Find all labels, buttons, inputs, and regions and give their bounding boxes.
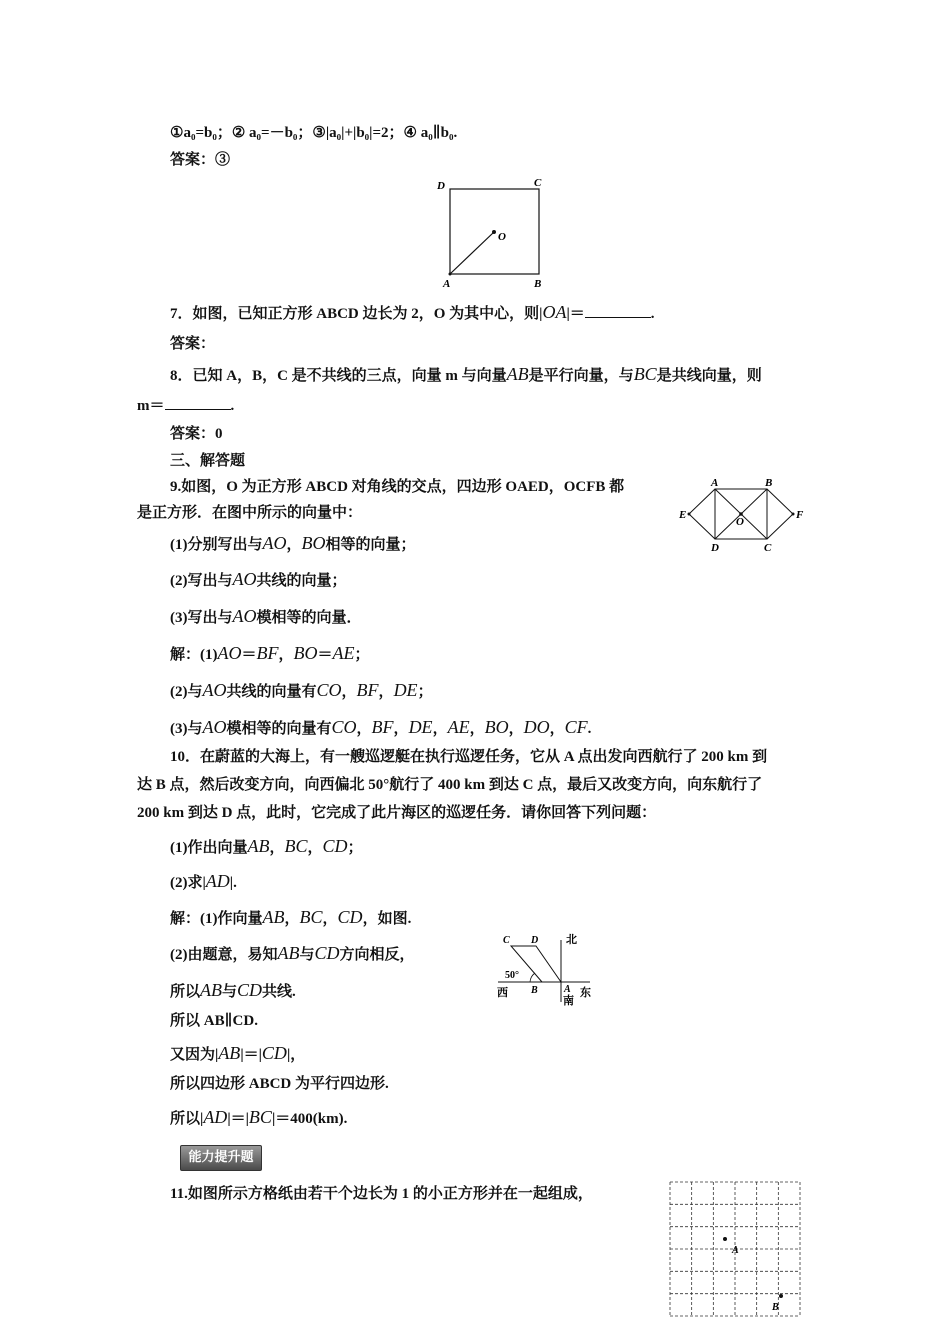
vector-cd: CD [314, 943, 340, 963]
q9-s1-prefix: 解：(1) [170, 647, 218, 663]
vector-ao: AO [232, 569, 257, 589]
q7-period: . [650, 306, 655, 322]
navigation-figure-q10 [494, 930, 604, 1010]
vector-bc: BC [248, 1107, 272, 1127]
q10-s2-end: 方向相反， [339, 947, 415, 963]
q9-p3-end: 模相等的向量． [256, 610, 362, 626]
label-south: 南 [563, 995, 574, 1007]
vector-bo: BO [301, 533, 326, 553]
q10-p2-end: |. [229, 875, 237, 891]
label-o-q9: O [736, 516, 744, 528]
q10-stem-line2: 达 B 点，然后改变方向，向西偏北 50°航行了 400 km 到达 C 点，最后又改变方向，向东航行了 [137, 777, 763, 793]
vector-ao: AO [262, 533, 287, 553]
dot-f [792, 513, 795, 516]
vector-do: DO [523, 717, 550, 737]
q10-solution7 [170, 1106, 347, 1130]
q9-s3-end: . [587, 721, 592, 737]
vector-bo: BO [293, 643, 318, 663]
q7-text-before: 7．如图，已知正方形 ABCD 边长为 2，O 为其中心，则| [170, 306, 543, 322]
label-d-q9: D [711, 542, 719, 554]
vector-co: CO [331, 717, 357, 737]
q10-p1-text: (1)作出向量 [170, 840, 248, 856]
dot-e [688, 513, 691, 516]
label-c-q9: C [764, 542, 772, 554]
label-b-q9: B [765, 477, 773, 489]
vector-cd: CD [237, 980, 263, 1000]
q10-s7-end: |＝400(km). [271, 1111, 348, 1127]
label-d: D [437, 180, 445, 192]
label-c: C [534, 177, 542, 189]
q9-part3 [170, 605, 362, 629]
vector-ao: AO [202, 717, 227, 737]
q9-s2-prefix: (2)与 [170, 684, 203, 700]
q10-solution3 [170, 979, 296, 1003]
q10-s2-prefix: (2)由题意，易知 [170, 947, 278, 963]
q10-s5-mid: |＝| [240, 1047, 262, 1063]
q7-stem [170, 301, 655, 325]
q9-s1-end: ； [354, 647, 370, 663]
q9-s3-mid: 模相等的向量有 [226, 721, 332, 737]
vector-cf: CF [564, 717, 588, 737]
vector-ab: AB [262, 907, 285, 927]
q9-s2-mid: 共线的向量有 [226, 684, 317, 700]
vector-bf: BF [356, 680, 379, 700]
q10-stem-line3: 200 km 到达 D 点，此时，它完成了此片海区的巡逻任务．请你回答下列问题： [137, 805, 657, 821]
q8-text3: 是共线向量，则 [656, 368, 762, 384]
vector-oa-line [450, 232, 494, 274]
q10-solution4: 所以 AB∥CD. [170, 1013, 258, 1029]
q9-stem-line1: 9.如图，O 为正方形 ABCD 对角线的交点，四边形 OAED，OCFB 都 [170, 479, 625, 495]
label-angle: 50° [505, 970, 519, 981]
vector-ab: AB [506, 364, 529, 384]
vector-ao: AO [232, 606, 257, 626]
q11-stem: 11.如图所示方格纸由若干个边长为 1 的小正方形并在一起组成， [170, 1186, 593, 1202]
q6-options: ①a₀=b₀；② a₀=－b₀；③|a₀|+|b₀|=2；④ a₀∥b₀. [170, 125, 458, 141]
q9-stem-line2: 是正方形．在图中所示的向量中： [137, 505, 363, 521]
vector-cd: CD [337, 907, 363, 927]
q7-answer-blank [585, 303, 651, 318]
q10-solution6: 所以四边形 ABCD 为平行四边形. [170, 1076, 389, 1092]
label-b-q10: B [531, 985, 538, 996]
label-a: A [443, 278, 451, 290]
q8-text2: 是平行向量，与 [528, 368, 634, 384]
ability-improvement-badge: 能力提升题 [180, 1145, 262, 1171]
vector-ab: AB [218, 1043, 241, 1063]
vector-ab: AB [200, 980, 223, 1000]
vector-cd: CD [261, 1043, 287, 1063]
vector-ae: AE [332, 643, 355, 663]
vector-bf: BF [371, 717, 394, 737]
vector-bo: BO [484, 717, 509, 737]
q10-s2-mid: 与 [299, 947, 315, 963]
q8-answer-blank [165, 395, 231, 410]
q10-s1-prefix: 解：(1)作向量 [170, 911, 263, 927]
vector-de: DE [393, 680, 418, 700]
q7-text-after: |＝ [566, 306, 585, 322]
q10-stem-line1: 10．在蔚蓝的大海上，有一艘巡逻艇在执行巡逻任务，它从 A 点出发向西航行了 200 km 到 [170, 749, 768, 765]
q10-s5-end: |， [286, 1047, 306, 1063]
q10-p2-text: (2)求| [170, 875, 206, 891]
q9-solution2: (2)与AO共线的向量有CO，BF，DE； [170, 680, 433, 700]
vector-bc: BC [299, 907, 323, 927]
q10-s3-mid: 与 [222, 984, 238, 1000]
vector-ad: AD [203, 1107, 228, 1127]
label-east: 东 [580, 987, 591, 999]
square-ocfb-edges [767, 489, 793, 539]
q8-text1: 8．已知 A，B，C 是不共线的三点，向量 m 与向量 [170, 368, 507, 384]
vector-ab: AB [277, 943, 300, 963]
q7-answer: 答案： [170, 336, 216, 352]
q9-s2-end: ； [417, 684, 433, 700]
label-c-q10: C [503, 935, 510, 946]
q10-solution1: 解：(1)作向量AB，BC，CD，如图. [170, 907, 412, 927]
vector-bf: BF [256, 643, 279, 663]
center-dot-o [492, 230, 496, 234]
q9-s1-eq2: ＝ [317, 647, 333, 663]
vector-ad: AD [205, 871, 230, 891]
q9-p1-end: 相等的向量； [325, 537, 416, 553]
q9-p1-comma: ， [286, 537, 302, 553]
angle-arc [530, 973, 535, 982]
squares-figure-q9 [676, 474, 812, 554]
q10-s3-end: 共线. [262, 984, 296, 1000]
q9-s1-comma: ， [278, 647, 294, 663]
point-a-dot [723, 1237, 727, 1241]
vector-ab: AB [247, 836, 270, 856]
q10-s3-prefix: 所以 [170, 984, 201, 1000]
q9-solution3: (3)与AO模相等的向量有CO，BF，DE，AE，BO，DO，CF. [170, 717, 592, 737]
q9-s3-prefix: (3)与 [170, 721, 203, 737]
label-a-q11: A [732, 1245, 739, 1256]
q9-s1-eq1: ＝ [241, 647, 257, 663]
label-b: B [534, 278, 542, 290]
q8-stem-line1 [170, 363, 762, 387]
square-figure-q7 [430, 176, 560, 292]
vector-oa: OA [542, 302, 567, 322]
vector-bc: BC [284, 836, 308, 856]
label-o: O [498, 231, 506, 243]
vector-ao: AO [217, 643, 242, 663]
label-a-q9: A [711, 477, 719, 489]
vector-cd: CD [322, 836, 348, 856]
vector-bc: BC [633, 364, 657, 384]
vector-de: DE [408, 717, 433, 737]
q8-m-prefix: m＝ [137, 398, 165, 414]
vector-ae: AE [447, 717, 470, 737]
q10-part1: (1)作出向量AB，BC，CD； [170, 836, 363, 856]
q8-stem-line2 [137, 395, 234, 417]
q10-solution2 [170, 942, 415, 966]
q10-s5-prefix: 又因为| [170, 1047, 219, 1063]
label-e-q9: E [679, 509, 687, 521]
vector-ao: AO [202, 680, 227, 700]
q10-s1-end: ，如图. [362, 911, 412, 927]
vector-co: CO [316, 680, 342, 700]
q9-p3-text: (3)写出与 [170, 610, 233, 626]
q10-part2 [170, 870, 237, 894]
point-a-dot [449, 273, 452, 276]
label-f-q9: F [796, 509, 804, 521]
q9-p2-end: 共线的向量； [256, 573, 347, 589]
q8-period: . [230, 398, 235, 414]
q10-s7-prefix: 所以| [170, 1111, 204, 1127]
q6-answer: 答案：③ [170, 152, 231, 168]
q10-p1-end: ； [347, 840, 363, 856]
q9-part2 [170, 568, 347, 592]
q10-solution5 [170, 1042, 305, 1066]
square-oaed-edges [689, 489, 715, 539]
label-d-q10: D [531, 935, 539, 946]
grid-figure-q11 [668, 1180, 804, 1320]
point-b-dot [779, 1294, 783, 1298]
label-a-q10: A [564, 984, 571, 995]
section-title: 三、解答题 [170, 453, 246, 469]
q9-p2-text: (2)写出与 [170, 573, 233, 589]
q9-part1 [170, 532, 416, 556]
label-north: 北 [566, 934, 577, 946]
q10-s7-mid: |＝| [227, 1111, 249, 1127]
label-west: 西 [497, 987, 508, 999]
q9-solution1 [170, 642, 370, 666]
q9-p1-text: (1)分别写出与 [170, 537, 263, 553]
q8-answer: 答案：0 [170, 426, 223, 442]
label-b-q11: B [772, 1302, 779, 1313]
